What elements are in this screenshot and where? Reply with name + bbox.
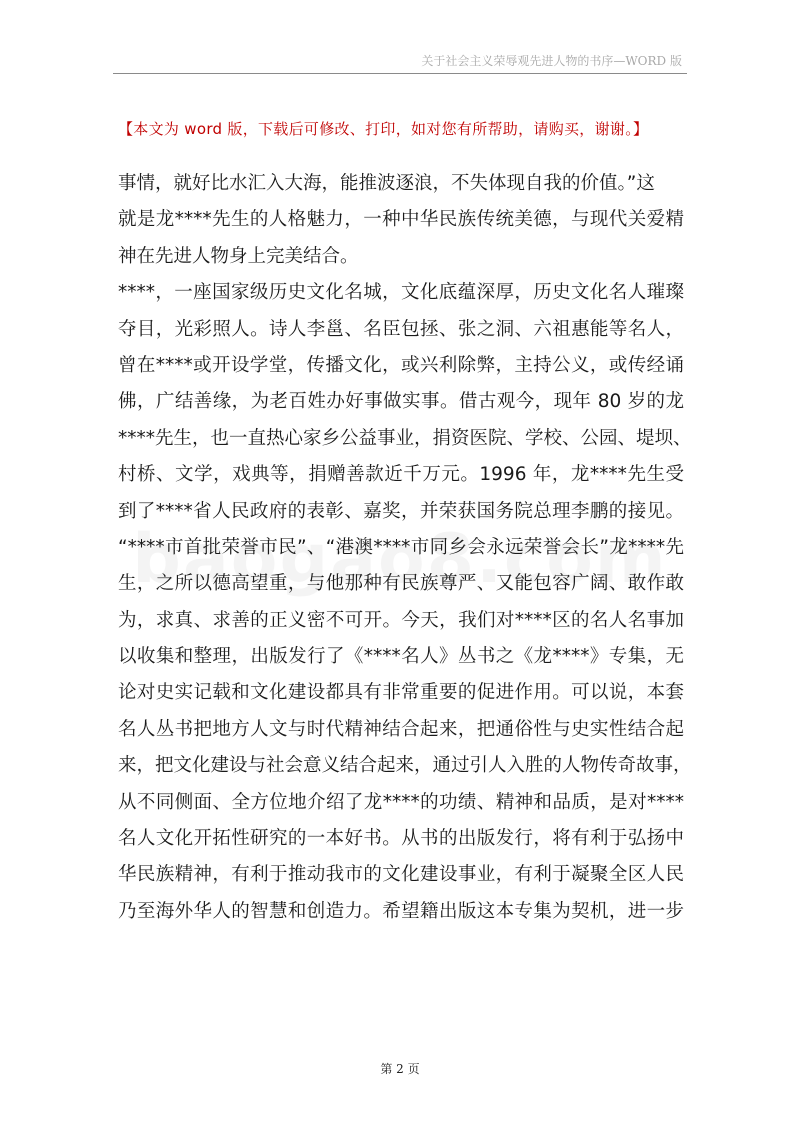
text-line: ****，一座国家级历史文化名城，文化底蕴深厚，历史文化名人璀璨	[118, 282, 684, 304]
page-header-title: 关于社会主义荣辱观先进人物的书序—WORD 版	[421, 54, 682, 68]
text-line: 从不同侧面、全方位地介绍了龙****的功绩、精神和品质，是对****	[118, 791, 684, 813]
text-line: 村桥、文学，戏典等，捐赠善款近千万元。1996 年，龙****先生受	[118, 464, 684, 486]
text-line: 来，把文化建设与社会意义结合起来，通过引人入胜的人物传奇故事，	[118, 755, 692, 777]
page-number: 第 2 页	[380, 1062, 420, 1076]
text-line: 以收集和整理，出版发行了《****名人》丛书之《龙****》专集，无	[118, 646, 684, 668]
text-line: 就是龙****先生的人格魅力，一种中华民族传统美德，与现代关爱精	[118, 209, 684, 231]
text-line: 名人丛书把地方人文与时代精神结合起来，把通俗性与史实性结合起	[118, 718, 684, 740]
text-line: 佛，广结善缘，为老百姓办好事做实事。借古观今，现年 80 岁的龙	[118, 391, 684, 413]
text-line: 乃至海外华人的智慧和创造力。希望籍出版这本专集为契机，进一步	[118, 900, 684, 922]
text-line: 曾在****或开设学堂，传播文化，或兴利除弊，主持公义，或传经诵	[118, 354, 684, 376]
download-notice: 【本文为 word 版，下载后可修改、打印，如对您有所帮助，请购买，谢谢。】	[118, 120, 649, 138]
text-line: 论对史实记载和文化建设都具有非常重要的促进作用。可以说，本套	[118, 682, 684, 704]
header-divider	[113, 73, 687, 74]
document-body	[118, 166, 692, 930]
text-line: 生，之所以德高望重，与他那种有民族尊严、又能包容广阔、敢作敢	[118, 573, 684, 595]
text-line: 夺目，光彩照人。诗人李邕、名臣包拯、张之洞、六祖惠能等名人，	[118, 318, 684, 340]
text-line: 到了****省人民政府的表彰、嘉奖，并荣获国务院总理李鹏的接见。	[118, 500, 684, 522]
text-line: 为，求真、求善的正义密不可开。今天，我们对****区的名人名事加	[118, 609, 684, 631]
text-line: 名人文化开拓性研究的一本好书。从书的出版发行，将有利于弘扬中	[118, 828, 684, 850]
text-line: ****先生，也一直热心家乡公益事业，捐资医院、学校、公园、堤坝、	[118, 427, 692, 449]
text-line: 华民族精神，有利于推动我市的文化建设事业，有利于凝聚全区人民	[118, 864, 684, 886]
text-line: 事情，就好比水汇入大海，能推波逐浪，不失体现自我的价值。”这	[118, 173, 655, 194]
text-line: “****市首批荣誉市民”、“港澳****市同乡会永远荣誉会长”龙****先	[118, 536, 684, 558]
text-line: 神在先进人物身上完美结合。	[118, 245, 359, 267]
